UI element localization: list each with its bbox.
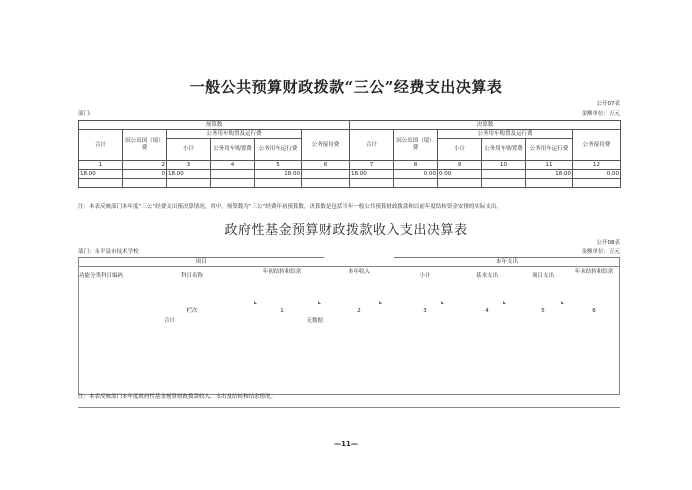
budget-total-header: 合计 bbox=[79, 130, 123, 161]
data-cell: 18.00 bbox=[255, 170, 302, 179]
budget-abroad-header: 因公出国（境）费 bbox=[123, 130, 167, 161]
doc2-note: 注：本表反映部门本年度政府性基金预算财政拨款收入、支出及结转和结余情况。 bbox=[78, 394, 277, 400]
budget-subtotal-header: 小计 bbox=[167, 139, 211, 161]
col-num: 3 bbox=[423, 308, 427, 314]
final-header: 决算数 bbox=[350, 121, 621, 130]
category-header: 功能分类科目编码 bbox=[79, 273, 124, 279]
col-num: 3 bbox=[167, 161, 211, 170]
data-cell: 18.00 bbox=[79, 170, 123, 179]
col-num: 7 bbox=[350, 161, 394, 170]
final-subtotal-header: 小计 bbox=[438, 139, 482, 161]
final-abroad-header: 因公出国（境）费 bbox=[394, 130, 438, 161]
cell-marker-icon bbox=[441, 301, 444, 304]
final-total-header: 合计 bbox=[350, 130, 394, 161]
doc2-header-rule bbox=[78, 266, 620, 267]
doc2-table-frame bbox=[78, 257, 620, 394]
final-vehicle-group: 公务用车购置及运行费 bbox=[438, 130, 573, 139]
data-cell bbox=[211, 170, 255, 179]
income-header: 本年收入 bbox=[348, 268, 371, 275]
col-num: 2 bbox=[123, 161, 167, 170]
data-cell: 0.00 bbox=[573, 170, 621, 179]
doc1-unit-label: 金额单位：万元 bbox=[581, 111, 620, 117]
no-data-label: 无数据 bbox=[306, 318, 324, 324]
cell-marker-icon bbox=[318, 301, 321, 304]
col-num: 1 bbox=[280, 308, 284, 314]
budget-vehicle-purchase-header: 公务用车购置费 bbox=[211, 139, 255, 161]
data-cell: 18.00 bbox=[167, 170, 211, 179]
closing-balance-header: 年末结转和结余 bbox=[574, 269, 614, 275]
col-num: 6 bbox=[302, 161, 350, 170]
col-num: 4 bbox=[485, 308, 489, 314]
data-cell: 0.00 bbox=[394, 170, 438, 179]
cell-marker-icon bbox=[254, 301, 257, 304]
subject-name-header: 科目名称 bbox=[180, 273, 203, 279]
final-reception-header: 公务接待费 bbox=[573, 130, 621, 161]
col-num: 2 bbox=[357, 308, 361, 314]
final-vehicle-run-header: 公务用车运行费 bbox=[526, 139, 573, 161]
data-cell: 18.00 bbox=[526, 170, 573, 179]
expense-header: 本年支出 bbox=[394, 258, 620, 267]
doc2-table-no: 公开08表 bbox=[596, 240, 620, 246]
col-num: 11 bbox=[526, 161, 573, 170]
data-cell: 0 bbox=[123, 170, 167, 179]
cell-marker-icon bbox=[503, 301, 506, 304]
total-label: 合计 bbox=[164, 318, 176, 324]
col-num: 5 bbox=[541, 308, 545, 314]
doc1-title: 一般公共预算财政拨款“三公”经费支出决算表 bbox=[189, 78, 503, 96]
project-header: 项目支出 bbox=[532, 273, 555, 279]
doc2-dept-label: 部门：永平县市技术学校 bbox=[78, 249, 139, 255]
budget-vehicle-run-header: 公务用车运行费 bbox=[255, 139, 302, 161]
doc2-note-rule bbox=[78, 407, 620, 408]
doc1-table-no: 公开07表 bbox=[596, 101, 620, 107]
subtotal-header: 小计 bbox=[419, 273, 431, 279]
doc1-note: 注：本表反映部门本年度“三公”经费支出预决算情况。其中，预算数为“三公”经费年初预算数，决算数是包括当年一般公共预算财政拨款和以前年度结转资金安排的实际支出。 bbox=[78, 204, 502, 210]
data-cell: 0.00 bbox=[438, 170, 482, 179]
basic-header: 基本支出 bbox=[476, 273, 499, 279]
cell-marker-icon bbox=[379, 301, 382, 304]
doc2-unit-label: 金额单位：万元 bbox=[581, 249, 620, 255]
budget-vehicle-group: 公务用车购置及运行费 bbox=[167, 130, 302, 139]
col-num: 5 bbox=[255, 161, 302, 170]
data-cell bbox=[302, 170, 350, 179]
data-cell: 18.00 bbox=[350, 170, 394, 179]
col-num: 10 bbox=[482, 161, 526, 170]
opening-balance-header: 年初结转和结余 bbox=[262, 269, 302, 275]
final-vehicle-purchase-header: 公务用车购置费 bbox=[482, 139, 526, 161]
budget-header: 预算数 bbox=[79, 121, 350, 130]
doc1-dept-label: 部门: bbox=[78, 111, 91, 117]
item-header: 项目 bbox=[78, 258, 324, 267]
col-num: 1 bbox=[79, 161, 123, 170]
doc1-table bbox=[78, 120, 621, 188]
col-num: 8 bbox=[394, 161, 438, 170]
data-cell bbox=[482, 170, 526, 179]
page-number: —11— bbox=[334, 440, 358, 448]
col-num: 4 bbox=[211, 161, 255, 170]
col-num: 6 bbox=[592, 308, 596, 314]
col-num: 12 bbox=[573, 161, 621, 170]
budget-reception-header: 公务接待费 bbox=[302, 130, 350, 161]
cell-marker-icon bbox=[561, 301, 564, 304]
lan-label: 栏次 bbox=[186, 308, 198, 314]
doc2-title: 政府性基金预算财政拨款收入支出决算表 bbox=[224, 223, 468, 238]
col-num: 9 bbox=[438, 161, 482, 170]
